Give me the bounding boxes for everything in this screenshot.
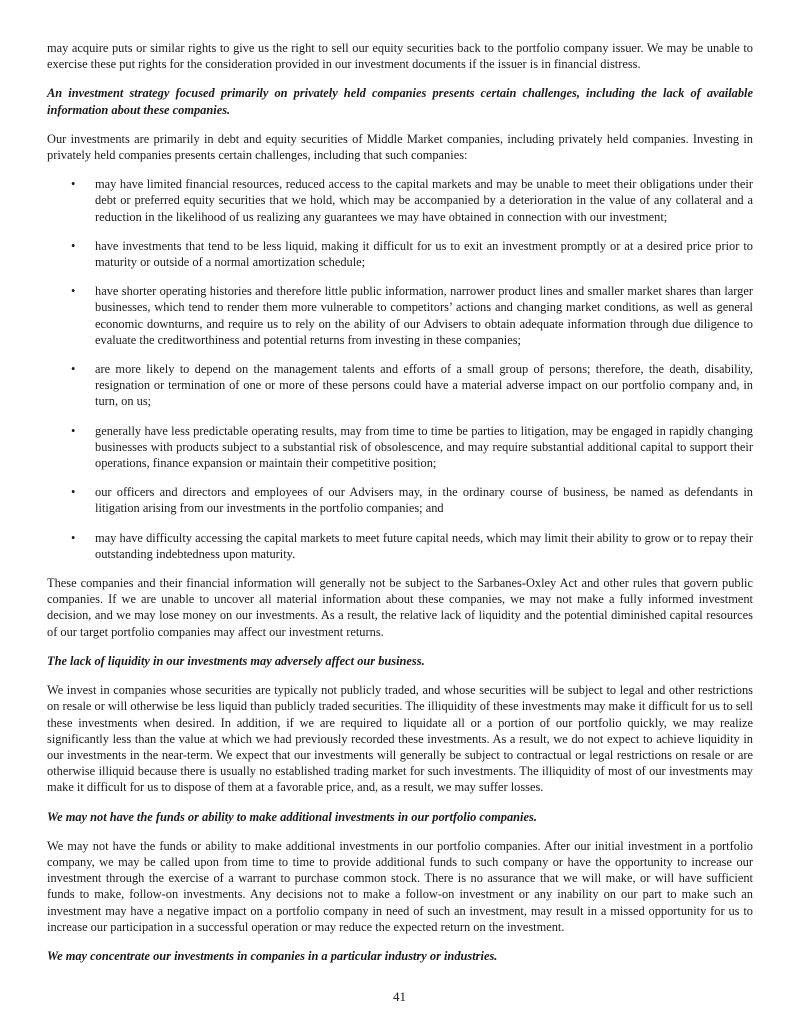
list-item [47, 238, 753, 270]
bullet-icon: • [71, 423, 76, 438]
list-item [47, 361, 753, 410]
bullet-icon: • [71, 362, 76, 377]
list-item-text: our officers and directors and employees of our Advisers may, in the ordinary course of business, be named as defendants in litigation arising from our investments in the portfolio companies; and [95, 485, 753, 516]
page-number: 41 [393, 989, 406, 1004]
paragraph-continuation: may acquire puts or similar rights to give us the right to sell our equity securities back to the portfolio company issuer. We may be unable to exercise these put rights for the consideration provided in our investment documents if the issuer is in financial distress. [47, 41, 753, 72]
list-item [47, 423, 753, 472]
bullet-icon: • [71, 485, 76, 500]
section-heading-funds: We may not have the funds or ability to make additional investments in our portfolio companies. [47, 809, 537, 824]
section-heading-concentration: We may concentrate our investments in companies in a particular industry or industries. [47, 948, 498, 963]
paragraph-funds: We may not have the funds or ability to make additional investments in our portfolio companies. After our initial investment in a portfolio company, we may be called upon from time to time to provide additional funds to such company or have the opportunity to increase our investment through the exercise of a warrant to purchase common stock. There is no assurance that we will make, or will have sufficient funds to make, follow-on investments. Any decisions not to make a follow-on investment or any inability on our part to make such an investment may have a negative impact on a portfolio company in need of such an investment, may result in a missed opportunity for us to increase our participation in a successful operation or may reduce the expected return on the investment. [47, 838, 753, 934]
bullet-icon: • [71, 177, 76, 192]
paragraph-closing: These companies and their financial information will generally not be subject to the Sarbanes-Oxley Act and other rules that govern public companies. If we are unable to uncover all material information about these companies, we may not make a fully informed investment decision, and we may lose money on our investments. As a result, the relative lack of liquidity and the potential diminished capital resources of our target portfolio companies may affect our investment returns. [47, 576, 753, 639]
document-page [47, 40, 753, 977]
list-item [47, 530, 753, 562]
list-item-text: have investments that tend to be less liquid, making it difficult for us to exit an investment promptly or at a desired price prior to maturity or outside of a normal amortization schedule; [95, 238, 753, 270]
list-item-text: generally have less predictable operating results, may from time to time be parties to litigation, may be engaged in rapidly changing businesses with products subject to a substantial risk of obsolescence, and may require substantial additional capital to support their operations, finance expansion or maintain their competitive position; [95, 423, 753, 471]
paragraph-intro: Our investments are primarily in debt and equity securities of Middle Market companies, including privately held companies. Investing in privately held companies presents certain challenges, including that such companies: [47, 131, 753, 163]
bullet-icon: • [71, 530, 76, 545]
list-item [47, 176, 753, 225]
bullet-icon: • [71, 284, 76, 299]
bullet-icon: • [71, 238, 76, 253]
list-item-text: may have limited financial resources, reduced access to the capital markets and may be unable to meet their obligations under their debt or preferred equity securities that we hold, which may be accompanied by a deterioration in the value of any collateral and a reduction in the likelihood of us realizing any guarantees we may have obtained in connection with our investment; [95, 177, 753, 224]
section-heading-liquidity: The lack of liquidity in our investments may adversely affect our business. [47, 653, 425, 668]
list-item-text: have shorter operating histories and therefore little public information, narrower product lines and smaller market shares than larger businesses, which tend to render them more vulnerable to competitors’ actions and changing market conditions, as well as general economic downturns, and require us to rely on the ability of our Advisers to obtain adequate information through due diligence to evaluate the creditworthiness and potential returns from investing in these companies; [95, 284, 753, 347]
list-item-text: are more likely to depend on the management talents and efforts of a small group of persons; therefore, the death, disability, resignation or termination of one or more of these persons could have a material adverse impact on our portfolio company and, in turn, on us; [95, 362, 753, 409]
challenges-list [47, 176, 753, 562]
list-item [47, 484, 753, 516]
section-heading-privately-held: An investment strategy focused primarily on privately held companies presents certain challenges, including the lack of available information about these companies. [47, 86, 753, 117]
list-item [47, 283, 753, 348]
paragraph-liquidity: We invest in companies whose securities are typically not publicly traded, and whose securities will be subject to legal and other restrictions on resale or will otherwise be less liquid than publicly traded securities. The illiquidity of these investments may make it difficult for us to sell these investments when desired. In addition, if we are required to liquidate all or a portion of our portfolio quickly, we may realize significantly less than the value at which we had previously recorded these investments. As a result, we do not expect to achieve liquidity in our investments in the near-term. We expect that our investments will generally be subject to contractual or legal restrictions on resale or are otherwise illiquid because there is usually no established trading market for such investments. The illiquidity of most of our investments may make it difficult for us to dispose of them at a favorable price, and, as a result, we may suffer losses. [47, 683, 753, 795]
list-item-text: may have difficulty accessing the capital markets to meet future capital needs, which may limit their ability to grow or to repay their outstanding indebtedness upon maturity. [95, 530, 753, 561]
